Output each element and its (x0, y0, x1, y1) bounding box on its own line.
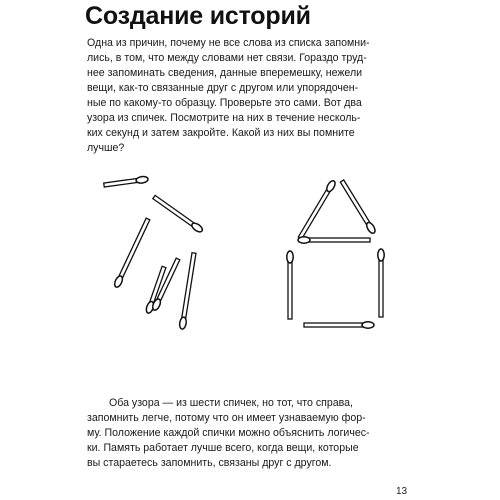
matchstick (287, 251, 293, 319)
matchstick (179, 253, 197, 330)
text-line: вещи, как-то связанные друг с другом или упорядочен- (87, 82, 359, 94)
text-line: ные по какому-то образцу. Проверьте это сами. Вот два (87, 97, 362, 109)
text-line: лучше? (87, 142, 125, 154)
scattered-matches-pattern (104, 176, 204, 330)
text-line: ких секунд и затем закройте. Какой из них вы помните (87, 127, 355, 139)
page-title: Создание историй (85, 2, 311, 30)
matchstick (297, 179, 336, 239)
house-matches-pattern (287, 179, 384, 328)
matchstick (378, 249, 384, 317)
matchstick (304, 322, 374, 328)
matchstick (298, 237, 370, 243)
matchstick (113, 218, 151, 289)
text-line: Одна из причин, почему не все слова из списка запомни- (87, 37, 370, 49)
intro-paragraph (87, 36, 417, 156)
text-line: му. Положение каждой спички можно объяснить логичес- (87, 427, 370, 439)
text-line: Оба узора — из шести спичек, но тот, что справа, (109, 397, 353, 409)
text-line: вы стараетесь запомнить, связаны друг с другом. (87, 457, 332, 469)
outro-paragraph (87, 396, 417, 471)
matchstick (339, 179, 376, 234)
text-line: запомнить легче, потому что он имеет узнаваемую фор- (87, 412, 366, 424)
matchstick-figures (90, 165, 410, 345)
matchstick (104, 176, 149, 188)
text-line: ки. Память работает лучше всего, когда вещи, которые (87, 442, 359, 454)
text-line: лись, в том, что между словами нет связи. Гораздо труд- (87, 52, 367, 64)
matchstick (152, 194, 204, 233)
text-line: нее запоминать сведения, данные вперемешку, нежели (87, 67, 363, 79)
page-number: 13 (396, 486, 408, 497)
text-line: узора из спичек. Посмотрите на них в течение несколь- (87, 112, 361, 124)
